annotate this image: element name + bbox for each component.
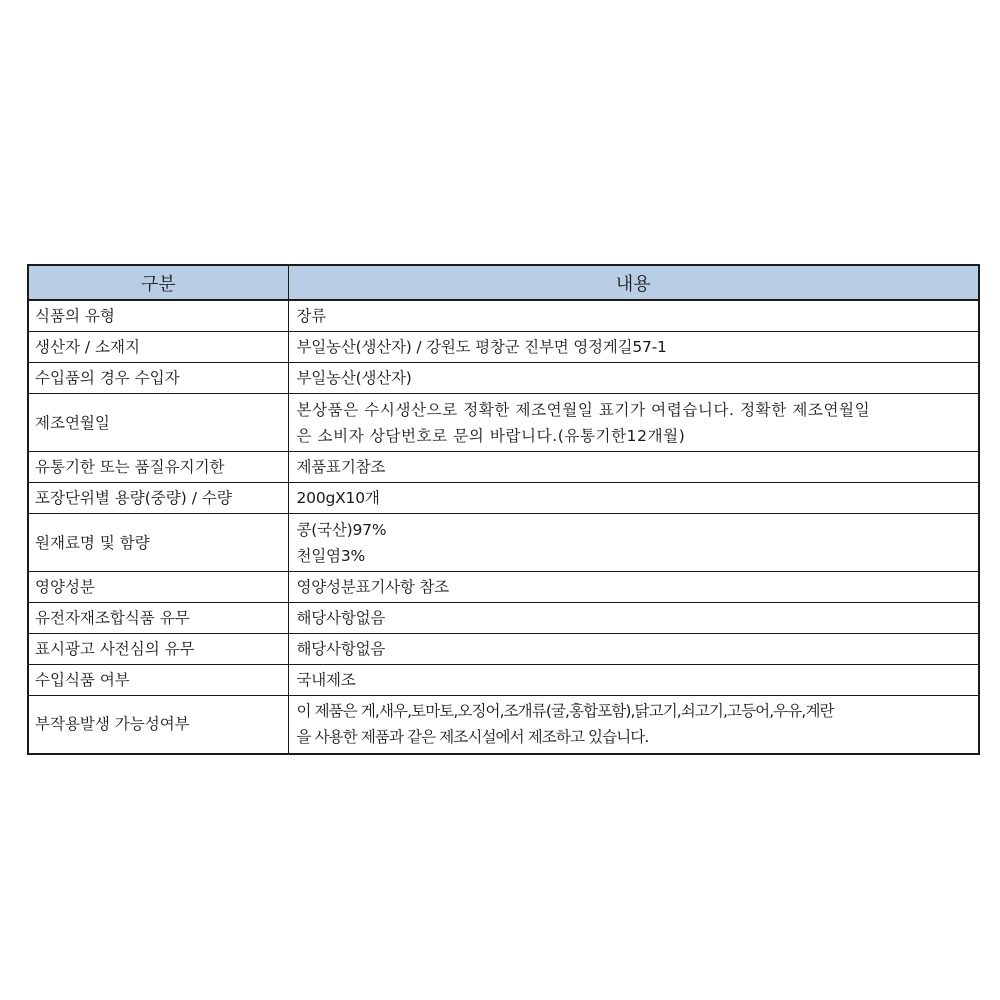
header-content: 내용	[288, 265, 979, 300]
row-value	[288, 572, 979, 603]
value-line: 부일농산(생산자) / 강원도 평창군 진부면 영정게길57-1	[296, 338, 667, 356]
row-label: 영양성분	[28, 572, 288, 603]
row-value	[288, 665, 979, 696]
table-row	[28, 483, 979, 514]
value-line: 은 소비자 상담번호로 문의 바랍니다.(유통기한12개월)	[296, 426, 686, 445]
value-line: 이 제품은 게,새우,토마토,오징어,조개류(굴,홍합포함),닭고기,쇠고기,고등어,우유,계란	[296, 702, 834, 721]
row-value	[288, 363, 979, 394]
row-value	[288, 300, 979, 332]
row-label: 생산자 / 소재지	[28, 332, 288, 363]
table-row	[28, 394, 979, 452]
row-label: 유전자재조합식품 유무	[28, 603, 288, 634]
table-header-row	[28, 265, 979, 300]
row-value	[288, 332, 979, 363]
value-line: 장류	[296, 307, 327, 325]
row-label: 식품의 유형	[28, 300, 288, 332]
row-label: 부작용발생 가능성여부	[28, 696, 288, 754]
row-value	[288, 394, 979, 452]
row-label: 수입품의 경우 수입자	[28, 363, 288, 394]
value-line: 국내제조	[296, 671, 356, 689]
value-line: 200gX10개	[296, 489, 380, 507]
table-row	[28, 514, 979, 572]
value-line: 본상품은 수시생산으로 정확한 제조연월일 표기가 여렵습니다. 정확한 제조연월일	[296, 400, 871, 419]
row-value	[288, 634, 979, 665]
value-line: 천일염3%	[296, 546, 366, 565]
value-line: 해당사항없음	[296, 609, 386, 627]
value-line: 을 사용한 제품과 같은 제조시설에서 제조하고 있습니다.	[296, 728, 649, 747]
table-row	[28, 300, 979, 332]
table-row	[28, 696, 979, 754]
row-value	[288, 696, 979, 754]
table-row	[28, 363, 979, 394]
row-label: 수입식품 여부	[28, 665, 288, 696]
row-label: 표시광고 사전심의 유무	[28, 634, 288, 665]
value-line: 제품표기참조	[296, 458, 386, 476]
table-row	[28, 665, 979, 696]
row-label: 원재료명 및 함량	[28, 514, 288, 572]
product-info-table	[27, 264, 980, 755]
row-value	[288, 452, 979, 483]
value-line: 콩(국산)97%	[296, 520, 387, 539]
row-value	[288, 514, 979, 572]
table-row	[28, 603, 979, 634]
row-label: 제조연월일	[28, 394, 288, 452]
table-row	[28, 332, 979, 363]
row-value	[288, 483, 979, 514]
table-row	[28, 572, 979, 603]
value-line: 해당사항없음	[296, 640, 386, 658]
table-row	[28, 634, 979, 665]
table-row	[28, 452, 979, 483]
header-category: 구분	[28, 265, 288, 300]
value-line: 부일농산(생산자)	[296, 369, 412, 387]
row-label: 포장단위별 용량(중량) / 수량	[28, 483, 288, 514]
row-value	[288, 603, 979, 634]
row-label: 유통기한 또는 품질유지기한	[28, 452, 288, 483]
value-line: 영양성분표기사항 참조	[296, 578, 449, 596]
